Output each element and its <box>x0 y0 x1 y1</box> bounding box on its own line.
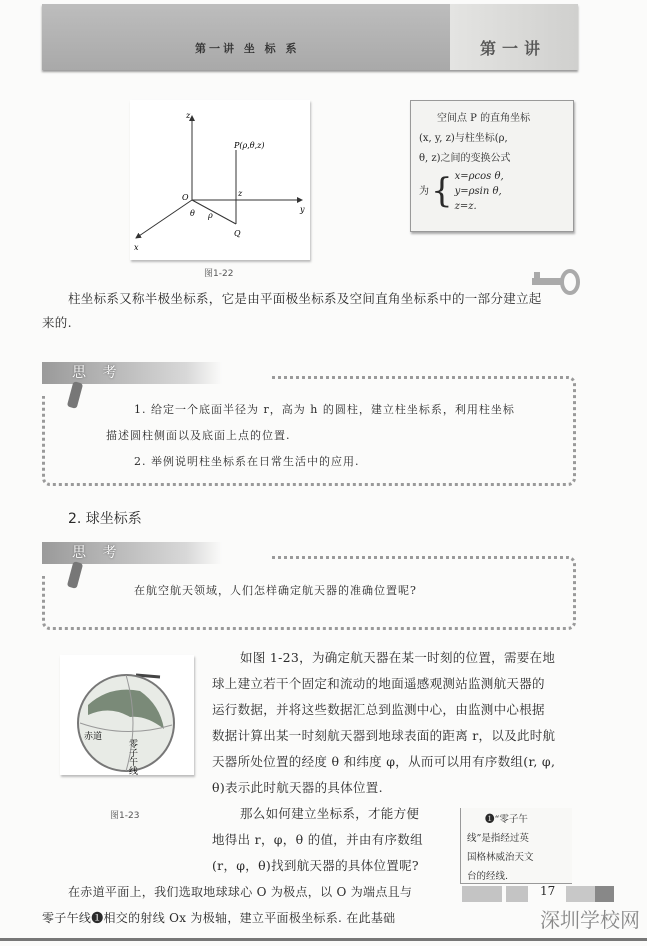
page-bar <box>462 886 502 902</box>
svg-text:P(ρ,θ,z): P(ρ,θ,z) <box>234 141 265 150</box>
rho-line <box>192 200 236 224</box>
header-title: 第一讲 坐 标 系 <box>195 42 300 55</box>
paragraph-line: 柱坐标系又称半极坐标系，它是由平面极坐标系及空间直角坐标系中的一部分建立起 <box>68 291 542 306</box>
svg-text:Q: Q <box>234 229 241 238</box>
svg-text:z: z <box>238 189 243 198</box>
think-banner-2: 思 考 <box>42 542 222 564</box>
svg-text:x: x <box>134 243 139 252</box>
figure-1-23-caption: 图1-23 <box>110 811 140 821</box>
figure-1-22 <box>130 100 310 260</box>
svg-text:ρ: ρ <box>208 211 213 220</box>
textbook-page: 第一讲 坐 标 系 第一讲 z P(ρ,θ,z) O y x θ ρ Q z 图1-22 空间点 P 的直角坐标 (x, y, z)与柱坐标(ρ, θ, z)之间的变换公式 为 { x=ρcos θ, y=ρsin θ, z=z. 柱坐标系又称半极坐标系，它是由平面极坐标系及空间直角坐标系中的一部分建立起 来的. 思 考 1. 给定一个底面半径为 r，高为 h 的圆柱，建立柱坐标系，利用柱坐标 描述圆柱侧面以及底面上点的位置. 2. 举例说明柱坐标系在日常生活中的应用. 2. 球坐标系 思 考 在航空航天领域，人们怎样确定航天器的准确位置呢? 赤道 零子午线 图1-23 如图 1-23，为确定航天器在某一时刻的位置，需要在地 球上建立若干个固定和流动的地面遥感观测站监测航天器的 运行数据，并将这些数据汇总到监测中心，由监测中心根据 数据计算出某一时刻航天器到地球表面的距离 r，以及此时航 天器所处位置的经度 θ 和纬度 φ，从而可以用有序数组(r, φ, θ)表示此时航天器的具体位置. 那么如何建立坐标系，才能方便 地得出 r，φ，θ 的值，并由有序数组 (r，φ，θ)找到航天器的具体位置呢? 在赤道平面上，我们选取地球球心 O 为极点，以 O 为端点且与 零子午线❶相交的射线 Ox 为极轴，建立平面极坐标系. 在此基础 ❶“零子午 线”是指经过英 国格林威治天文 台的经线. 17 深圳学校网 <box>0 0 647 946</box>
paragraph-line: 来的. <box>42 315 72 330</box>
svg-text:θ: θ <box>190 209 195 218</box>
svg-text:赤道: 赤道 <box>84 732 103 742</box>
page-number: 17 <box>540 884 556 898</box>
watermark: 深圳学校网 <box>540 908 640 932</box>
think-banner-1: 思 考 <box>42 362 222 384</box>
figure-1-22-caption: 图1-22 <box>204 269 234 279</box>
side-note-box: 空间点 P 的直角坐标 (x, y, z)与柱坐标(ρ, θ, z)之间的变换公式 为 { x=ρcos θ, y=ρsin θ, z=z. <box>410 100 574 232</box>
page-bar <box>566 886 614 902</box>
svg-text:y: y <box>300 205 305 214</box>
header-chapter: 第一讲 <box>480 39 547 58</box>
bottom-rule <box>0 938 647 941</box>
footnote-box: ❶“零子午 线”是指经过英 国格林威治天文 台的经线. <box>460 808 572 884</box>
x-axis <box>136 200 192 238</box>
figure-1-23-globe <box>60 655 194 775</box>
svg-text:z: z <box>186 111 191 120</box>
svg-text:O: O <box>182 193 189 202</box>
page-bar <box>506 886 528 902</box>
svg-text:零子午线: 零子午线 <box>127 739 137 775</box>
section-heading: 2. 球坐标系 <box>68 511 142 527</box>
